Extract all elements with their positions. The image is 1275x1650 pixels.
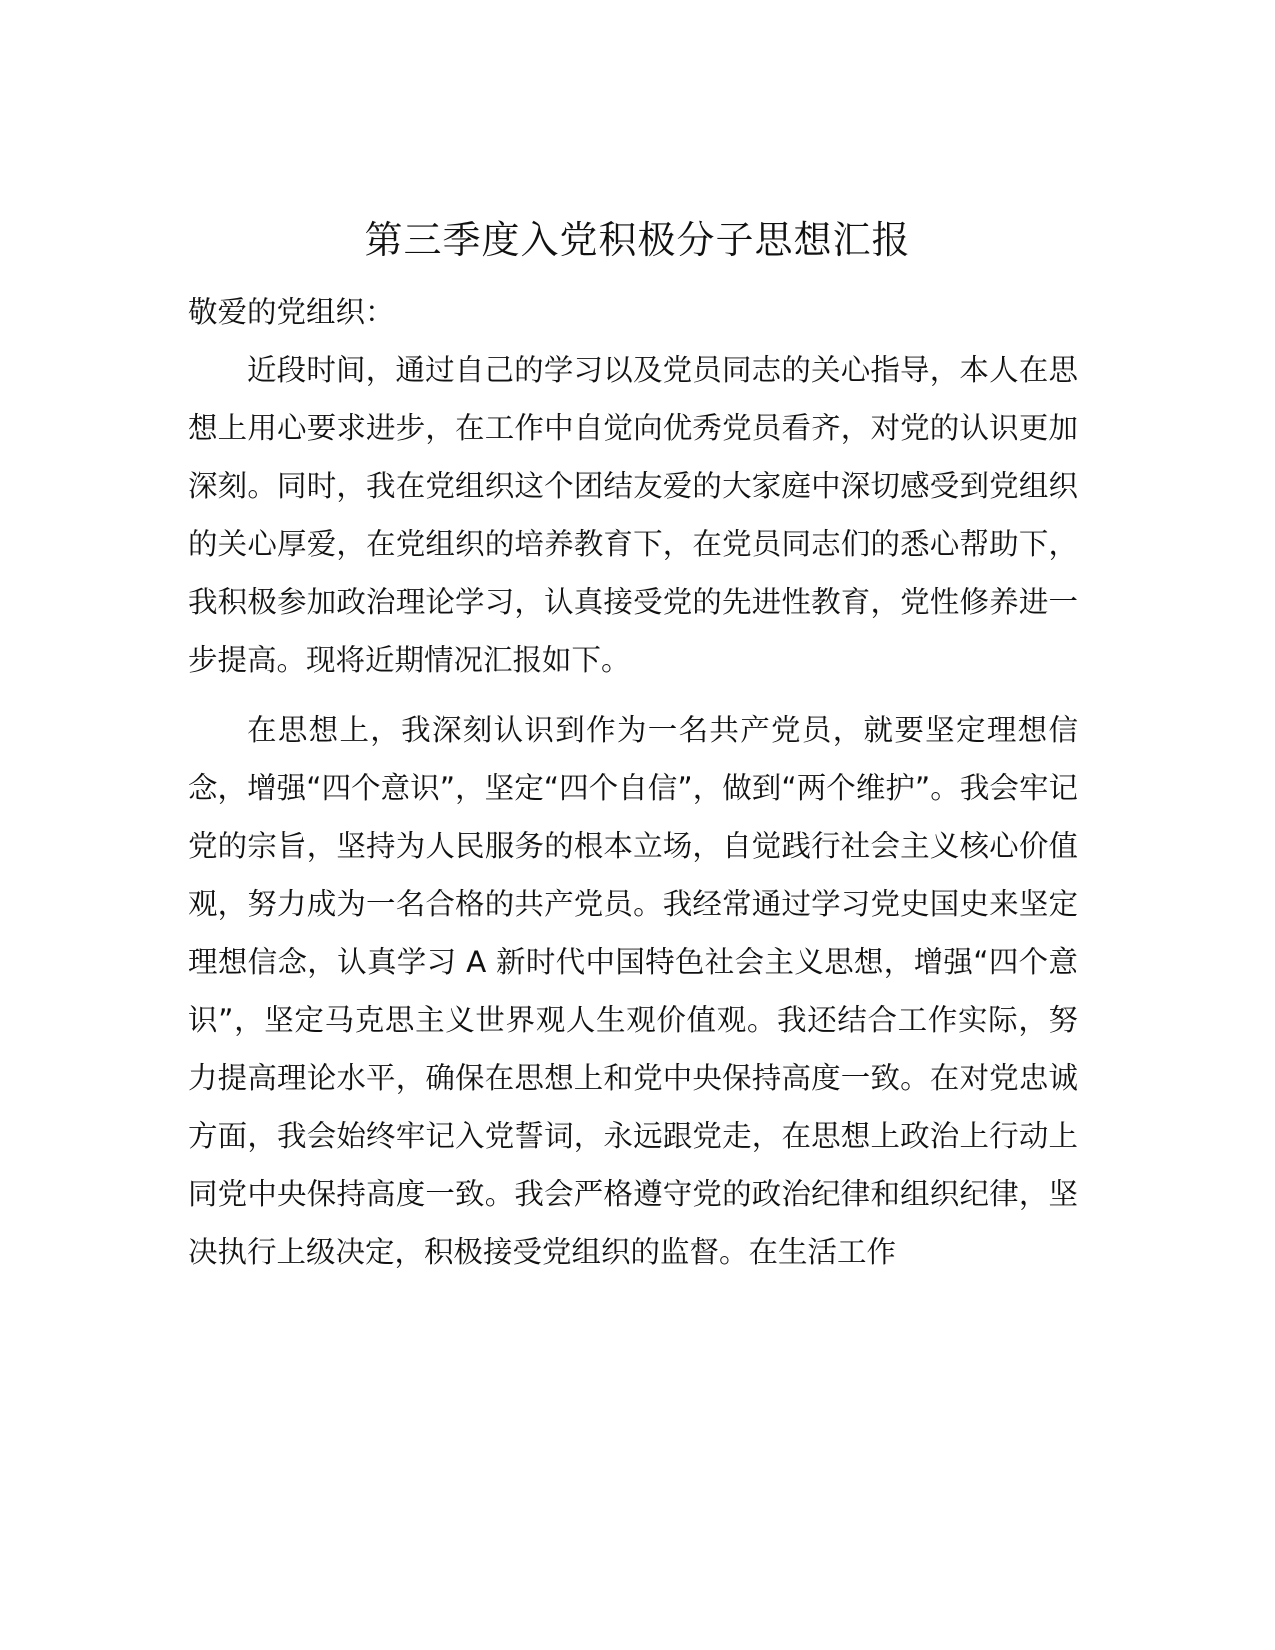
body-paragraph: 近段时间，通过自己的学习以及党员同志的关心指导，本人在思想上用心要求进步，在工作中自觉向优秀党员看齐，对党的认识更加深刻。同时，我在党组织这个团结友爱的大家庭中深切感受到党组织的关心厚爱，在党组织的培养教育下，在党员同志们的悉心帮助下，我积极参加政治理论学习，认真接受党的先进性教育，党性修养进一步提高。现将近期情况汇报如下。 xyxy=(188,353,1078,677)
document-title: 第三季度入党积极分子思想汇报 xyxy=(364,218,911,262)
document-body xyxy=(188,283,1078,1293)
salutation: 敬爱的党组织： xyxy=(188,295,395,329)
body-paragraph: 在思想上，我深刻认识到作为一名共产党员，就要坚定理想信念，增强“四个意识”，坚定“四个自信”，做到“两个维护”。我会牢记党的宗旨，坚持为人民服务的根本立场，自觉践行社会主义核心价值观，努力成为一名合格的共产党员。我经常通过学习党史国史来坚定理想信念，认真学习 A 新时代中国特色社会主义思想，增强“四个意识”，坚定马克思主义世界观人生观价值观。我还结合工作实际，努力提高理论水平，确保在思想上和党中央保持高度一致。在对党忠诚方面，我会始终牢记入党誓词，永远跟党走，在思想上政治上行动上同党中央保持高度一致。我会严格遵守党的政治纪律和组织纪律，坚决执行上级决定，积极接受党组织的监督。在生活工作 xyxy=(188,713,1078,1269)
